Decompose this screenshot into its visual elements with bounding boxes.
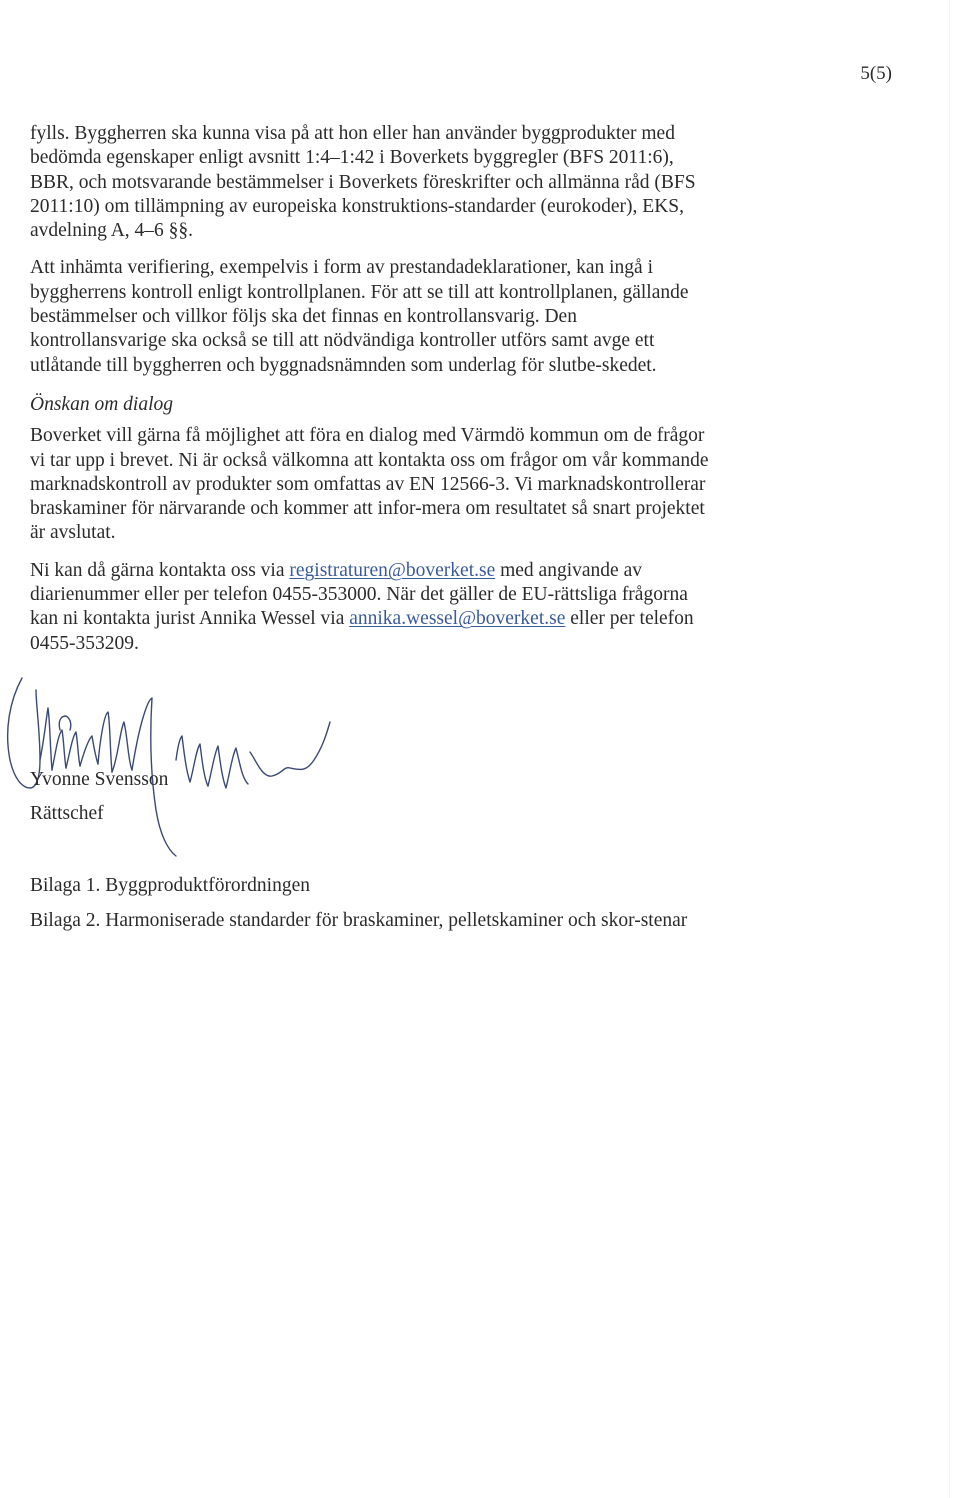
attachment-item: Bilaga 1. Byggproduktförordningen — [30, 875, 310, 896]
paragraph-contact — [30, 559, 710, 656]
contact-text-1: Ni kan då gärna kontakta oss via — [30, 559, 290, 581]
paragraph-dialog: Boverket vill gärna få möjlighet att föra en dialog med Värmdö kommun om de frågor vi tar upp i brevet. Ni är också välkomna att kontakta oss om frågor om vår kommande marknadskontroll av produkter som omfattas av EN 12566-3. Vi marknadskontrollerar braskaminer för närvarande och kommer att infor-mera om resultatet så snart projektet är avslutat. — [30, 425, 709, 544]
jurist-email-link[interactable]: annika.wessel@boverket.se — [349, 608, 566, 630]
page-number: 5(5) — [860, 63, 892, 84]
attachments-list — [30, 874, 710, 934]
registry-email-link[interactable]: registraturen@boverket.se — [289, 559, 496, 581]
letter-body — [30, 122, 710, 656]
contact-text-2: med angivande av diarienummer eller per telefon 0455-353000. När det gäller de EU-rättsliga frågorna kan ni kontakta jurist Annika Wessel via — [30, 559, 688, 630]
paragraph-control: Att inhämta verifiering, exempelvis i form av prestandadeklarationer, kan ingå i byggherrens kontroll enligt kontrollplanen. För att se till att kontrollplanen, gällande bestämmelser och villkor följs ska det finnas en kontrollansvarig. Den kontrollansvarige ska också se till att nödvändiga kontroller utförs samt avge ett utlåtande till byggherren och byggnadsnämnden som underlag för slutbe-skedet. — [30, 257, 689, 376]
contact-text-3: eller per telefon 0455-353209. — [30, 608, 694, 654]
signatory-name: Yvonne Svensson — [30, 769, 169, 790]
attachment-item: Bilaga 2. Harmoniserade standarder för braskaminer, pelletskaminer och skor-stenar — [30, 910, 688, 932]
paragraph-verification: fylls. Byggherren ska kunna visa på att hon eller han använder byggprodukter med bedömda egenskaper enligt avsnitt 1:4–1:42 i Boverkets byggregler (BFS 2011:6), BBR, och motsvarande bestämmelser i Boverkets föreskrifter och allmänna råd (BFS 2011:10) om tillämpning av europeiska konstruktions-standarder (eurokoder), EKS, avdelning A, 4–6 §§. — [30, 123, 696, 242]
page-edge — [949, 0, 950, 1498]
section-heading-dialog: Önskan om dialog — [30, 393, 173, 415]
signatory-title: Rättschef — [30, 803, 104, 824]
